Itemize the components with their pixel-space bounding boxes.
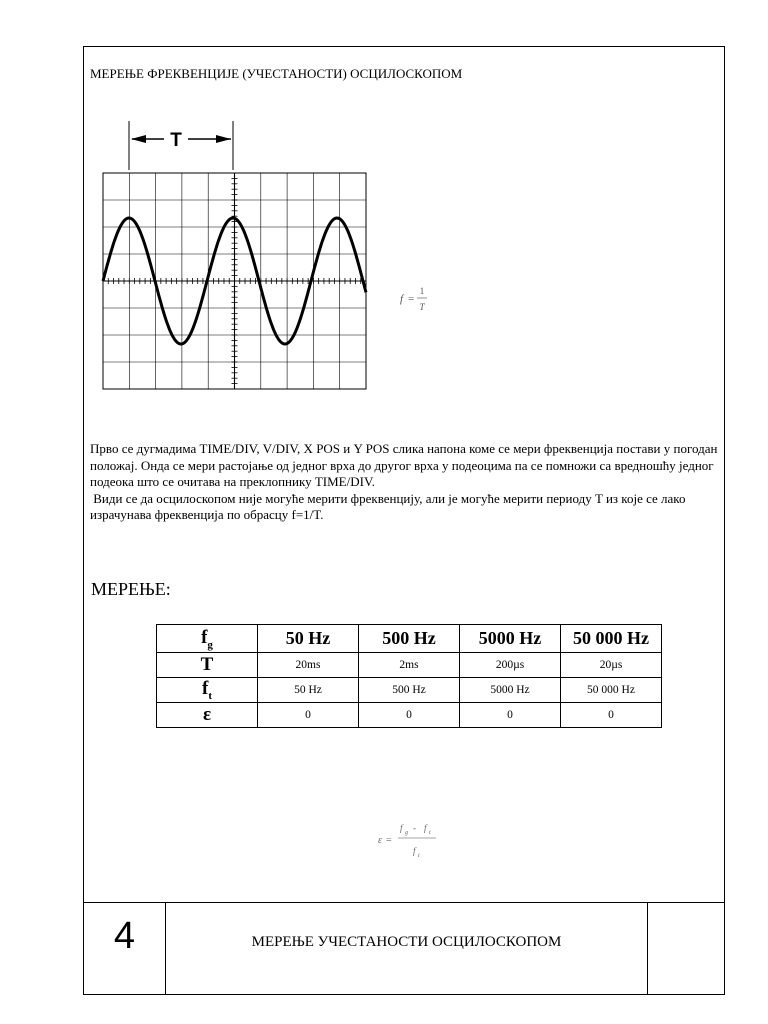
table-row [157,653,662,678]
row-header: $f_g$ [157,625,258,653]
frequency-formula [396,283,436,315]
table-cell: 0 [359,703,460,728]
svg-text:ε: ε [378,835,382,846]
measurement-title: МЕРЕЊЕ: [91,579,171,599]
table-cell: 2ms [359,653,460,678]
row-header: T [157,653,258,678]
period-label: T [170,130,182,151]
svg-text:t: t [429,830,431,836]
table-cell: 20µs [561,653,662,678]
footer-divider [647,902,648,994]
svg-text:T: T [419,302,425,312]
footer-bottom-line [83,994,725,995]
footer-title: МЕРЕЊЕ УЧЕСТАНОСТИ ОСЦИЛОСКОПОМ [251,934,562,950]
error-formula [376,816,442,862]
scope-grid [103,173,366,389]
table-row [157,703,662,728]
page-number: 4 [113,915,136,957]
table-cell: 200µs [460,653,561,678]
period-marker [129,121,233,170]
table-cell: 20ms [258,653,359,678]
table-row [157,625,662,653]
svg-text:t: t [418,853,420,859]
table-cell: 50 Hz [258,678,359,703]
results-table [156,624,662,728]
column-header: 50 000 Hz [561,625,662,653]
column-header: 500 Hz [359,625,460,653]
table-cell: 5000 Hz [460,678,561,703]
table-cell: 0 [258,703,359,728]
svg-text:=: = [408,293,415,305]
svg-text:-: - [413,823,416,833]
instructions-paragraph [90,441,730,524]
oscilloscope-figure [100,118,370,393]
table-cell: 500 Hz [359,678,460,703]
table-row [157,678,662,703]
paragraph-line: Прво се дугмадима TIME/DIV, V/DIV, X POS и Y POS слика напона коме се мери фреквенција постави у погодан положај. Онда се мери растојање од једног врха до другог врха у подеоцима па се помножи са вредношћу једног подеока што се очитава на преклопнику TIME/DIV. [90,441,718,489]
svg-text:f: f [400,293,404,305]
svg-text:1: 1 [419,286,425,296]
table-cell: 0 [561,703,662,728]
svg-text:g: g [405,830,408,836]
paragraph-line: Види се да осцилоскопом није могуће мерити фреквенцију, али је могуће мерити периоду T из које се лако израчунава фреквенција по обрасцу f=1/T. [90,490,689,522]
column-header: 50 Hz [258,625,359,653]
svg-text:f: f [400,823,403,833]
svg-text:=: = [386,835,392,846]
table-cell: 50 000 Hz [561,678,662,703]
row-header: ε [157,703,258,728]
page-heading: МЕРЕЊЕ ФРЕКВЕНЦИЈЕ (УЧЕСТАНОСТИ) ОСЦИЛОСКОПОМ [90,66,463,81]
column-header: 5000 Hz [460,625,561,653]
svg-text:f: f [413,846,416,856]
svg-text:f: f [424,823,427,833]
row-header: $f_t$ [157,678,258,703]
table-cell: 0 [460,703,561,728]
